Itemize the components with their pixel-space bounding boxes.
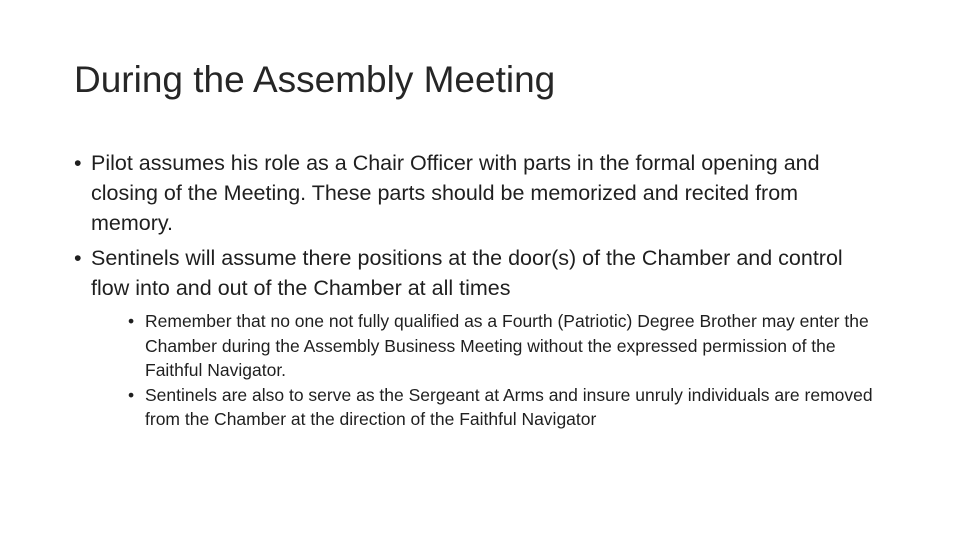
bullet-glyph: • — [74, 246, 82, 270]
sub-bullet-item-sergeant-at-arms — [128, 383, 874, 432]
slide-title: During the Assembly Meeting — [74, 59, 556, 100]
sub-bullet-list — [91, 309, 874, 432]
bullet-list — [74, 148, 874, 437]
bullet-glyph: • — [74, 151, 82, 175]
sub-bullet-text: Remember that no one not fully qualified as a Fourth (Patriotic) Degree Brother may enter the Chamber during the Assembly Business Meeting without the expressed permission of the Faithful Navigator. — [145, 311, 869, 380]
bullet-item-pilot — [74, 148, 874, 238]
sub-bullet-text: Sentinels are also to serve as the Sergeant at Arms and insure unruly individuals are removed from the Chamber at the direction of the Faithful Navigator — [145, 384, 873, 429]
bullet-text: Sentinels will assume there positions at the door(s) of the Chamber and control flow into and out of the Chamber at all times — [91, 246, 843, 300]
sub-bullet-item-chamber-access — [128, 309, 874, 383]
sub-bullet-glyph: • — [128, 311, 135, 331]
bullet-text: Pilot assumes his role as a Chair Officer with parts in the formal opening and closing of the Meeting. These parts should be memorized and recited from memory. — [91, 151, 820, 235]
bullet-item-sentinels — [74, 243, 874, 432]
sub-bullet-glyph: • — [128, 384, 135, 405]
